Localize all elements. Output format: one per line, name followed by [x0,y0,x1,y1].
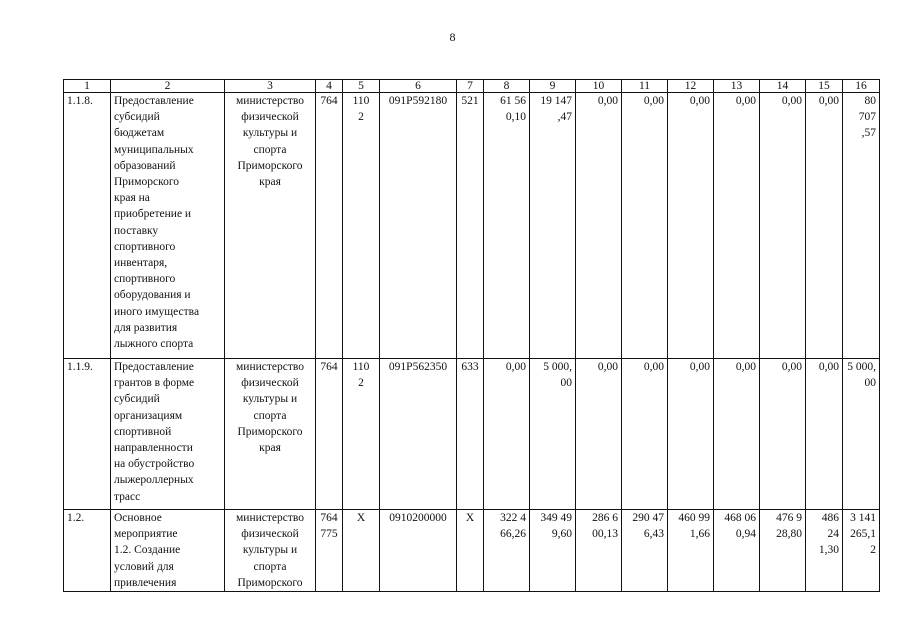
amount-cell: 349 49 9,60 [540,512,572,541]
amount-cell: 486 24 1,30 [818,512,839,557]
amount-cell: 322 4 66,26 [500,512,526,541]
table-row [64,359,880,510]
amount-cell: 0,00 [781,95,802,107]
grbs-code: 764 [320,95,338,107]
header-cell: 14 [760,80,806,93]
row-number: 1.1.9. [67,361,93,373]
header-cell: 5 [343,80,380,93]
budget-table [63,79,880,592]
amount-cell: 0,00 [597,361,618,373]
amount-cell: 0,00 [818,361,839,373]
amount-cell: 290 47 6,43 [632,512,664,541]
total-cell: 5 000, 00 [847,361,876,390]
section-code: X [356,512,366,524]
header-cell: 8 [484,80,530,93]
amount-cell: 0,00 [735,95,756,107]
header-cell: 12 [668,80,714,93]
header-cell: 3 [225,80,316,93]
amount-cell: 476 9 28,80 [776,512,802,541]
section-code: 110 2 [352,95,370,124]
amount-cell: 460 99 1,66 [678,512,710,541]
amount-cell: 286 6 00,13 [592,512,618,541]
target-article-code: 091P562350 [388,361,448,373]
header-cell: 4 [316,80,343,93]
total-cell: 3 141 265,12 [850,512,876,557]
header-cell: 6 [380,80,457,93]
table-row [64,510,880,592]
amount-cell: 0,00 [689,95,710,107]
target-article-code: 091P592180 [388,95,448,107]
amount-cell: 61 56 0,10 [500,95,526,124]
activity-name: Предоставление грантов в форме субсидий организациям спортивной направленности на обустройство лыжероллерных трасс [114,361,195,503]
target-article-code: 0910200000 [389,512,447,524]
section-code: 110 2 [352,361,370,390]
responsible-org: министерство физической культуры и спорта Приморского [236,512,304,589]
expense-type-code: X [465,512,475,524]
header-cell: 10 [576,80,622,93]
responsible-org: министерство физической культуры и спорта Приморского края [236,95,304,189]
row-number: 1.2. [67,512,85,524]
header-cell: 7 [457,80,484,93]
responsible-org: министерство физической культуры и спорта Приморского края [236,361,304,455]
activity-name: Основное мероприятие 1.2. Создание условий для привлечения [114,512,181,589]
header-cell: 11 [622,80,668,93]
amount-cell: 5 000, 00 [543,361,572,390]
amount-cell: 0,00 [643,361,664,373]
amount-cell: 0,00 [818,95,839,107]
header-cell: 15 [806,80,843,93]
amount-cell: 0,00 [689,361,710,373]
amount-cell: 0,00 [781,361,802,373]
grbs-code: 764 [320,361,338,373]
expense-type-code: 633 [461,361,479,373]
total-cell: 80 707 ,57 [858,95,876,140]
header-cell: 16 [843,80,880,93]
grbs-code: 764 775 [320,512,338,541]
header-cell: 13 [714,80,760,93]
activity-name: Предоставление субсидий бюджетам муниципальных образований Приморского края на приобретение и поставку спортивного инвентаря, спортивного оборудования и иного имущества для развития лыжного спорта [114,95,200,351]
expense-type-code: 521 [461,95,479,107]
amount-cell: 0,00 [643,95,664,107]
header-cell: 9 [530,80,576,93]
amount-cell: 0,00 [735,361,756,373]
page-number: 8 [449,30,456,44]
amount-cell: 0,00 [505,361,526,373]
header-cell: 1 [64,80,111,93]
header-cell: 2 [111,80,225,93]
table-row [64,93,880,359]
amount-cell: 468 06 0,94 [724,512,756,541]
amount-cell: 19 147 ,47 [540,95,572,124]
amount-cell: 0,00 [597,95,618,107]
table-header-row [64,80,880,93]
row-number: 1.1.8. [67,95,93,107]
